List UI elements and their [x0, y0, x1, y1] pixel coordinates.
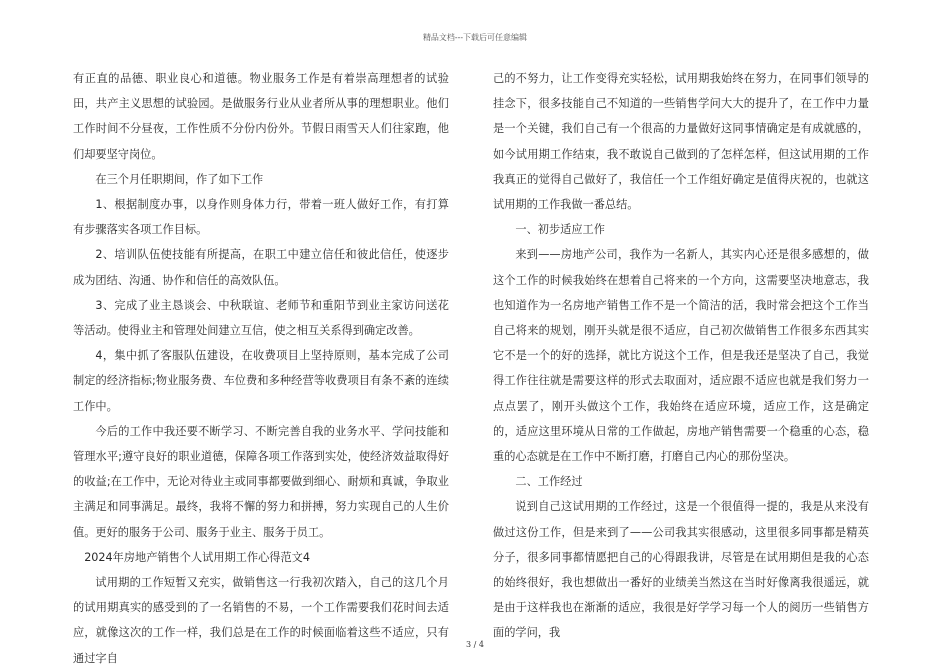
section-heading: 一、初步适应工作 — [515, 223, 605, 237]
paragraph: 今后的工作中我还要不断学习、不断完善自我的业务水平、学问技能和管理水平;遵守良好的职业道德，保障各项工作落到实处，使经济效益取得好的收益;在工作中，无论对待业主或同事都要做到细心、耐烦和真诚，争取业主满足和同事满足。最终，我将不懈的努力和拼搏，努力实现自己的人生价值。更好的服务于公司、服务于业主、服务于员工。 — [73, 424, 449, 539]
page-number: 3 / 4 — [466, 640, 484, 649]
paragraph: 有正直的品德、职业良心和道德。物业服务工作是有着崇高理想者的试验田，共产主义思想的试验园。是做服务行业从业者所从事的理想职业。他们工作时间不分昼夜，工作性质不分份内份外。节假日雨雪天人们往家跑，他们却要坚守岗位。 — [73, 72, 449, 161]
paragraph: 说到自己这试用期的工作经过，这是一个很值得一提的，我是从来没有做过这份工作，但是来到了——公司我其实很感动，这里很多同事都是精英分子，很多同事都情愿把自己的心得跟我讲，尽管是在试用期但是我的心态的始终很好，我也想做出一番好的业绩美当然这在当时好像离我很遥远，就是由于这样我也在渐渐的适应，我很是好学学习每一个人的阅历一些销售方面的学问，我 — [493, 500, 869, 640]
paragraph: 在三个月任职期间，作了如下工作 — [95, 172, 264, 186]
paragraph: 试用期的工作短暂又充实，做销售这一行我初次踏入，自己的这几个月的试用期真实的感受到的了一名销售的不易，一个工作需要我们花时间去适应，就像这次的工作一样，我们总是在工作的时候面临着这些不适应，只有通过字自 — [73, 576, 449, 665]
paragraph: 己的不努力，让工作变得充实轻松，试用期我始终在努力，在同事们领导的挂念下，很多技能自己不知道的一些销售学问大大的提升了，在工作中力量是一个关键，我们自己有一个很高的力量做好这同事情确定是有成就感的，如今试用期工作结束，我不敢说自己做到的了怎样怎样，但这试用期的工作我真正的觉得自己做好了，我信任一个工作组好确定是值得庆祝的，也就这试用期的工作我做一番总结。 — [493, 72, 869, 212]
paragraph: 2、培训队伍使技能有所提高，在职工中建立信任和彼此信任，使逐步成为团结、沟通、协作和信任的高效队伍。 — [73, 248, 449, 287]
left-column — [73, 66, 449, 671]
paragraph: 3、完成了业主恳谈会、中秋联谊、老师节和重阳节到业主家访问送花等活动。使得业主和管理处间建立互信，使之相互关系得到确定改善。 — [73, 298, 449, 338]
paragraph: 来到——房地产公司，我作为一名新人，其实内心还是很多感想的，做这个工作的时候我始终在想着自己将来的一个方向，这需要坚决地意志，我也知道作为一名房地产销售工作不是一个简洁的活，我时常会把这个工作当自己将来的规划，刚开头就是很不适应，自己初次做销售工作很多东西其实它不是一个的好的选择，就比方说这个工作，但是我还是坚决了自己，我觉得工作往往就是需要这样的形式去取面对，适应跟不适应也就是我们努力一点点罢了，刚开头做这个工作，我始终在适应环境，适应工作，这是确定的，适应这里环境从日常的工作做起，房地产销售需要一个稳重的心态，稳重的心态就是在工作中不断打磨，打磨自己内心的那份坚决。 — [493, 248, 869, 464]
section-heading: 二、工作经过 — [515, 475, 583, 489]
paragraph: 1、根据制度办事，以身作则身体力行，带着一班人做好工作，有打算有步骤落实各项工作目标。 — [73, 198, 449, 237]
paragraph: 4，集中抓了客服队伍建设，在收费项目上坚持原则，基本完成了公司制定的经济指标;物业服务费、车位费和多种经营等收费项目有条不紊的连续工作中。 — [73, 349, 449, 413]
right-column — [493, 66, 869, 646]
page-header: 精品文档---下载后可任意编辑 — [422, 33, 528, 42]
section-title: 2024年房地产销售个人试用期工作心得范文4 — [84, 550, 310, 564]
